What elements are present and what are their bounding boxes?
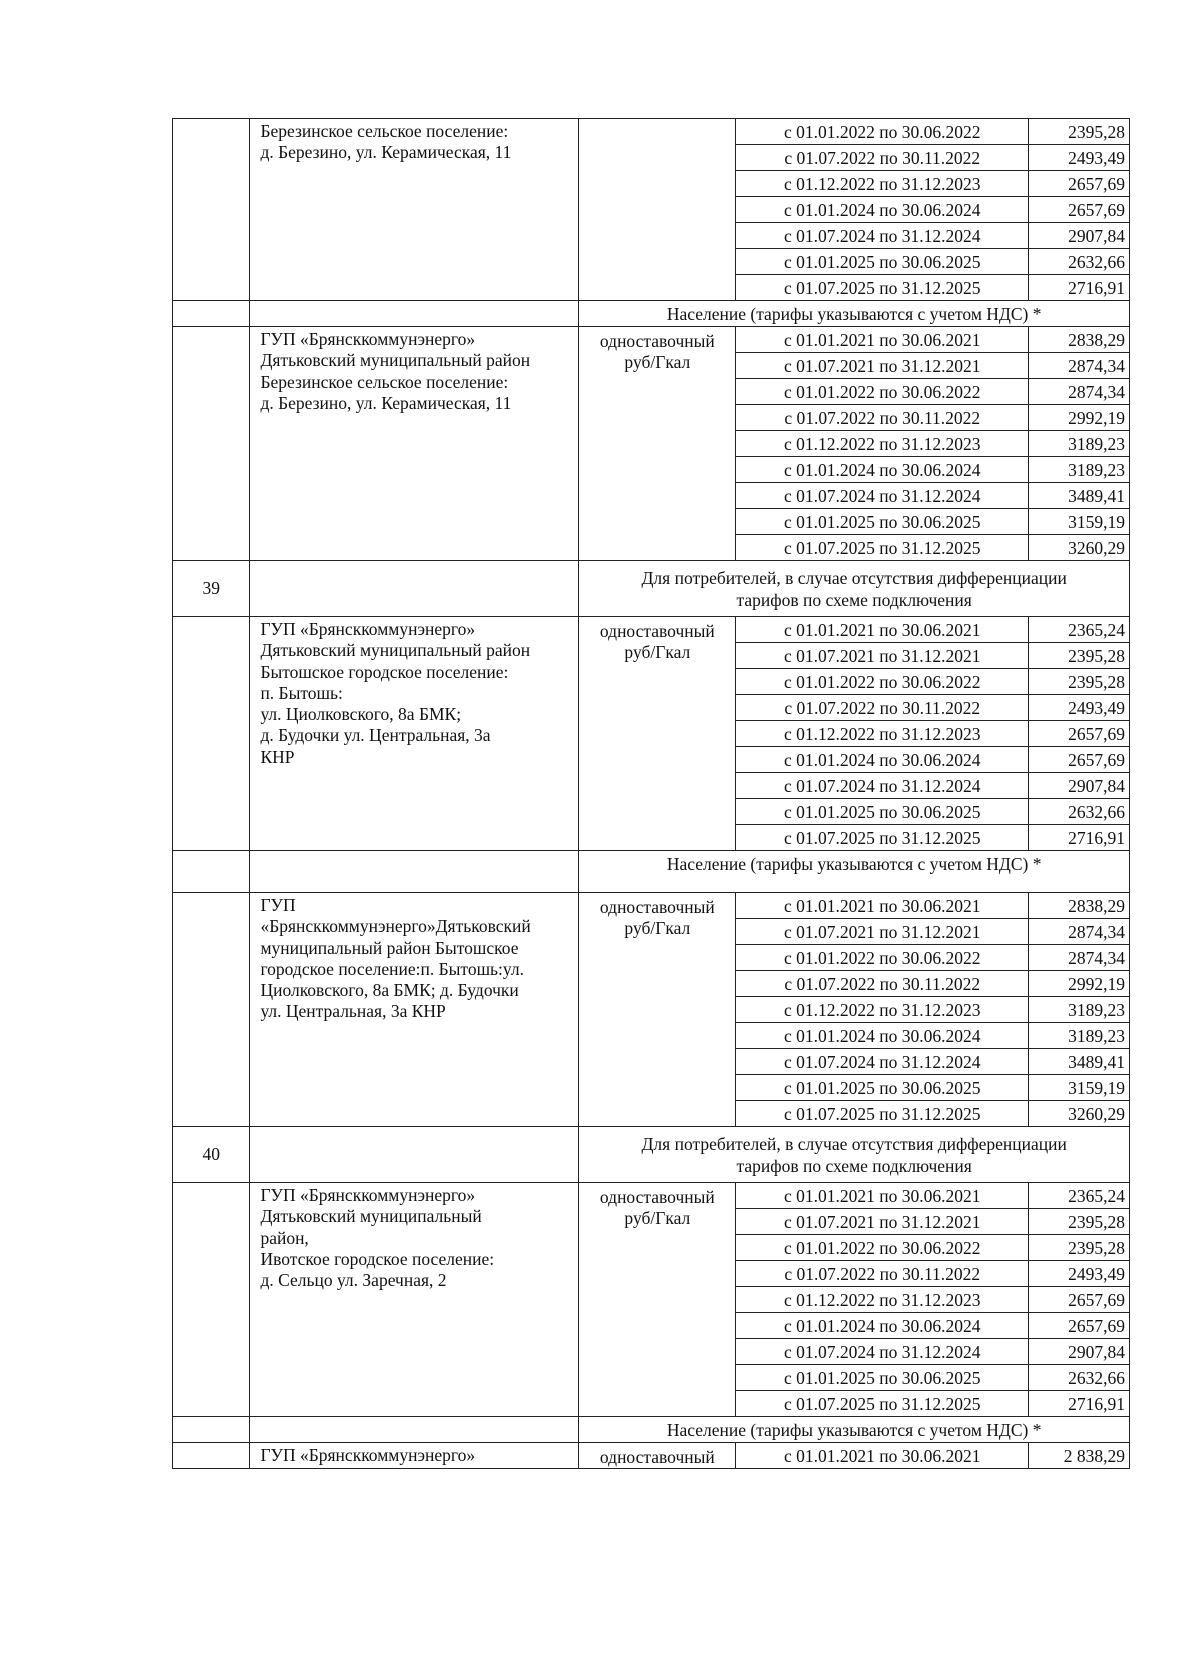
period-cell: с 01.01.2021 по 30.06.2021	[736, 1443, 1029, 1469]
empty-cell	[250, 1417, 579, 1443]
address-line: д. Березино, ул. Керамическая, 11	[260, 142, 512, 163]
organization-address-cell	[250, 617, 579, 851]
tariff-value-cell: 2838,29	[1029, 327, 1130, 353]
period-cell: с 01.07.2024 по 31.12.2024	[736, 1049, 1029, 1075]
address-line: ул. Циолковского, 8а БМК;	[260, 704, 462, 725]
rate-type-cell	[579, 893, 736, 1127]
organization-address-cell	[250, 893, 579, 1127]
rate-type-cell	[579, 119, 736, 301]
period-cell: с 01.01.2022 по 30.06.2022	[736, 119, 1029, 145]
rate-type-line: руб/Гкал	[624, 642, 691, 662]
period-cell: с 01.12.2022 по 31.12.2023	[736, 431, 1029, 457]
period-cell: с 01.07.2025 по 31.12.2025	[736, 1101, 1029, 1127]
address-line: д. Будочки ул. Центральная, 3а	[260, 725, 491, 746]
tariff-table	[172, 118, 1130, 1469]
row-number-cell	[173, 1183, 250, 1417]
empty-cell	[250, 851, 579, 893]
row-number-cell	[173, 617, 250, 851]
period-cell: с 01.01.2024 по 30.06.2024	[736, 1313, 1029, 1339]
period-cell: с 01.07.2021 по 31.12.2021	[736, 643, 1029, 669]
tariff-value-cell: 2395,28	[1029, 1209, 1130, 1235]
period-cell: с 01.01.2024 по 30.06.2024	[736, 197, 1029, 223]
rate-type-line: руб/Гкал	[624, 918, 691, 938]
address-line: район,	[260, 1227, 309, 1248]
address-line: Дятьковский муниципальный	[260, 1206, 482, 1227]
tariff-value-cell: 3189,23	[1029, 997, 1130, 1023]
tariff-value-cell: 2657,69	[1029, 1313, 1130, 1339]
address-line: Березинское сельское поселение:	[260, 371, 509, 392]
period-cell: с 01.12.2022 по 31.12.2023	[736, 997, 1029, 1023]
period-cell: с 01.01.2021 по 30.06.2021	[736, 1183, 1029, 1209]
period-cell: с 01.01.2022 по 30.06.2022	[736, 669, 1029, 695]
address-line: муниципальный район Бытошское	[260, 937, 519, 958]
tariff-value-cell: 3189,23	[1029, 1023, 1130, 1049]
tariff-value-cell: 2907,84	[1029, 223, 1130, 249]
tariff-value-cell: 2874,34	[1029, 919, 1130, 945]
rate-type-line: одноставочный	[599, 1187, 715, 1207]
section-number-cell	[173, 301, 250, 327]
period-cell: с 01.01.2024 по 30.06.2024	[736, 457, 1029, 483]
period-cell: с 01.12.2022 по 31.12.2023	[736, 171, 1029, 197]
tariff-value-cell: 2365,24	[1029, 1183, 1130, 1209]
address-line: ГУП	[260, 895, 296, 915]
tariff-value-cell: 2657,69	[1029, 721, 1130, 747]
header-line: Для потребителей, в случае отсутствия дифференциации	[641, 1134, 1067, 1154]
tariff-value-cell: 2874,34	[1029, 379, 1130, 405]
tariff-value-cell: 2657,69	[1029, 1287, 1130, 1313]
address-line: ГУП «Брянсккоммунэнерго»	[260, 1445, 476, 1465]
population-note-text	[579, 1417, 1130, 1443]
rate-type-cell	[579, 327, 736, 561]
period-cell: с 01.01.2021 по 30.06.2021	[736, 327, 1029, 353]
tariff-value-cell: 2657,69	[1029, 747, 1130, 773]
tariff-value-cell: 2657,69	[1029, 171, 1130, 197]
tariff-value-cell: 2907,84	[1029, 1339, 1130, 1365]
tariff-row	[173, 119, 1130, 145]
header-line: тарифов по схеме подключения	[736, 590, 972, 610]
period-cell: с 01.01.2022 по 30.06.2022	[736, 1235, 1029, 1261]
tariff-row	[173, 1443, 1130, 1469]
tariff-row	[173, 617, 1130, 643]
header-line: Население (тарифы указываются с учетом НДС) *	[666, 1420, 1042, 1440]
period-cell: с 01.01.2021 по 30.06.2021	[736, 893, 1029, 919]
period-cell: с 01.07.2021 по 31.12.2021	[736, 919, 1029, 945]
address-line: ул. Центральная, 3а КНР	[260, 1001, 446, 1022]
tariff-value-cell: 2395,28	[1029, 643, 1130, 669]
rate-type-cell	[579, 617, 736, 851]
organization-address-cell	[250, 1443, 579, 1469]
rate-type-line: одноставочный	[599, 1447, 715, 1467]
tariff-value-cell: 3159,19	[1029, 509, 1130, 535]
rate-type-line: одноставочный	[599, 331, 715, 351]
header-line: Для потребителей, в случае отсутствия дифференциации	[641, 568, 1067, 588]
address-line: Дятьковский муниципальный район	[260, 350, 531, 371]
header-line: Население (тарифы указываются с учетом НДС) *	[666, 304, 1042, 324]
address-line: ГУП «Брянсккоммунэнерго»	[260, 619, 476, 639]
section-header-text	[579, 1127, 1130, 1183]
row-number-cell	[173, 893, 250, 1127]
tariff-value-cell: 2838,29	[1029, 893, 1130, 919]
empty-cell	[250, 1127, 579, 1183]
period-cell: с 01.01.2024 по 30.06.2024	[736, 1023, 1029, 1049]
rate-type-line	[585, 123, 729, 144]
address-line: Циолковского, 8а БМК; д. Будочки	[260, 980, 519, 1001]
rate-type-cell	[579, 1183, 736, 1417]
row-number-cell	[173, 1443, 250, 1469]
address-line: городское поселение:п. Бытошь:ул.	[260, 958, 524, 979]
header-line: Население (тарифы указываются с учетом НДС) *	[666, 854, 1042, 874]
period-cell: с 01.07.2025 по 31.12.2025	[736, 1391, 1029, 1417]
tariff-value-cell: 3189,23	[1029, 431, 1130, 457]
period-cell: с 01.07.2022 по 30.11.2022	[736, 1261, 1029, 1287]
address-line: ГУП «Брянсккоммунэнерго»	[260, 329, 476, 349]
address-line: ГУП «Брянсккоммунэнерго»	[260, 1185, 476, 1205]
tariff-value-cell: 2716,91	[1029, 1391, 1130, 1417]
period-cell: с 01.07.2025 по 31.12.2025	[736, 535, 1029, 561]
tariff-value-cell: 3489,41	[1029, 1049, 1130, 1075]
period-cell: с 01.07.2022 по 30.11.2022	[736, 145, 1029, 171]
section-header-row	[173, 1127, 1130, 1183]
header-line: тарифов по схеме подключения	[736, 1156, 972, 1176]
population-note-row	[173, 301, 1130, 327]
period-cell: с 01.12.2022 по 31.12.2023	[736, 721, 1029, 747]
tariff-row	[173, 1183, 1130, 1209]
tariff-value-cell: 2632,66	[1029, 799, 1130, 825]
tariff-value-cell: 2992,19	[1029, 405, 1130, 431]
tariff-value-cell: 2 838,29	[1029, 1443, 1130, 1469]
section-header-text	[579, 561, 1130, 617]
section-number-cell: 40	[173, 1127, 250, 1183]
tariff-table-body	[173, 119, 1130, 1469]
period-cell: с 01.07.2024 по 31.12.2024	[736, 773, 1029, 799]
rate-type-line: одноставочный	[599, 897, 715, 917]
tariff-value-cell: 3189,23	[1029, 457, 1130, 483]
period-cell: с 01.07.2024 по 31.12.2024	[736, 223, 1029, 249]
population-note-row	[173, 851, 1130, 893]
section-number-cell	[173, 1417, 250, 1443]
tariff-value-cell: 3260,29	[1029, 1101, 1130, 1127]
period-cell: с 01.07.2022 по 30.11.2022	[736, 971, 1029, 997]
period-cell: с 01.07.2022 по 30.11.2022	[736, 405, 1029, 431]
period-cell: с 01.01.2024 по 30.06.2024	[736, 747, 1029, 773]
tariff-value-cell: 2632,66	[1029, 1365, 1130, 1391]
tariff-value-cell: 2716,91	[1029, 275, 1130, 301]
period-cell: с 01.01.2025 по 30.06.2025	[736, 249, 1029, 275]
period-cell: с 01.07.2024 по 31.12.2024	[736, 483, 1029, 509]
period-cell: с 01.01.2022 по 30.06.2022	[736, 379, 1029, 405]
tariff-value-cell: 2493,49	[1029, 145, 1130, 171]
rate-type-line	[585, 144, 729, 165]
tariff-value-cell: 2395,28	[1029, 119, 1130, 145]
section-number-cell: 39	[173, 561, 250, 617]
period-cell: с 01.12.2022 по 31.12.2023	[736, 1287, 1029, 1313]
organization-address-cell	[250, 119, 579, 301]
address-line: д. Сельцо ул. Заречная, 2	[260, 1270, 447, 1291]
address-line: Дятьковский муниципальный район	[260, 640, 531, 661]
row-number-cell	[173, 119, 250, 301]
tariff-value-cell: 2493,49	[1029, 695, 1130, 721]
tariff-value-cell: 2395,28	[1029, 669, 1130, 695]
row-number-cell	[173, 327, 250, 561]
address-line: Бытошское городское поселение:	[260, 661, 509, 682]
tariff-value-cell: 2992,19	[1029, 971, 1130, 997]
address-line: д. Березино, ул. Керамическая, 11	[260, 392, 512, 413]
period-cell: с 01.01.2025 по 30.06.2025	[736, 1075, 1029, 1101]
section-header-row	[173, 561, 1130, 617]
address-line: п. Бытошь:	[260, 682, 343, 703]
tariff-value-cell: 2395,28	[1029, 1235, 1130, 1261]
period-cell: с 01.07.2025 по 31.12.2025	[736, 825, 1029, 851]
rate-type-cell	[579, 1443, 736, 1469]
population-note-row	[173, 1417, 1130, 1443]
organization-address-cell	[250, 327, 579, 561]
tariff-value-cell: 2907,84	[1029, 773, 1130, 799]
period-cell: с 01.07.2021 по 31.12.2021	[736, 1209, 1029, 1235]
rate-type-line: одноставочный	[599, 621, 715, 641]
tariff-value-cell: 3159,19	[1029, 1075, 1130, 1101]
rate-type-line: руб/Гкал	[624, 1208, 691, 1228]
tariff-value-cell: 2716,91	[1029, 825, 1130, 851]
rate-type-line: руб/Гкал	[624, 352, 691, 372]
period-cell: с 01.01.2025 по 30.06.2025	[736, 799, 1029, 825]
period-cell: с 01.07.2024 по 31.12.2024	[736, 1339, 1029, 1365]
population-note-text	[579, 301, 1130, 327]
organization-address-cell	[250, 1183, 579, 1417]
tariff-value-cell: 2493,49	[1029, 1261, 1130, 1287]
section-number-cell	[173, 851, 250, 893]
address-line: Березинское сельское поселение:	[260, 121, 509, 141]
period-cell: с 01.01.2025 по 30.06.2025	[736, 1365, 1029, 1391]
tariff-value-cell: 3260,29	[1029, 535, 1130, 561]
empty-cell	[250, 301, 579, 327]
period-cell: с 01.01.2022 по 30.06.2022	[736, 945, 1029, 971]
tariff-row	[173, 893, 1130, 919]
period-cell: с 01.07.2022 по 30.11.2022	[736, 695, 1029, 721]
period-cell: с 01.01.2021 по 30.06.2021	[736, 617, 1029, 643]
period-cell: с 01.07.2021 по 31.12.2021	[736, 353, 1029, 379]
period-cell: с 01.01.2025 по 30.06.2025	[736, 509, 1029, 535]
tariff-row	[173, 327, 1130, 353]
tariff-value-cell: 2657,69	[1029, 197, 1130, 223]
empty-cell	[250, 561, 579, 617]
tariff-value-cell: 2632,66	[1029, 249, 1130, 275]
address-line: КНР	[260, 746, 295, 767]
tariff-value-cell: 3489,41	[1029, 483, 1130, 509]
address-line: «Брянсккоммунэнерго»Дятьковский	[260, 916, 531, 937]
tariff-value-cell: 2874,34	[1029, 353, 1130, 379]
population-note-text	[579, 851, 1130, 893]
address-line: Ивотское городское поселение:	[260, 1248, 495, 1269]
tariff-value-cell: 2874,34	[1029, 945, 1130, 971]
period-cell: с 01.07.2025 по 31.12.2025	[736, 275, 1029, 301]
tariff-value-cell: 2365,24	[1029, 617, 1130, 643]
